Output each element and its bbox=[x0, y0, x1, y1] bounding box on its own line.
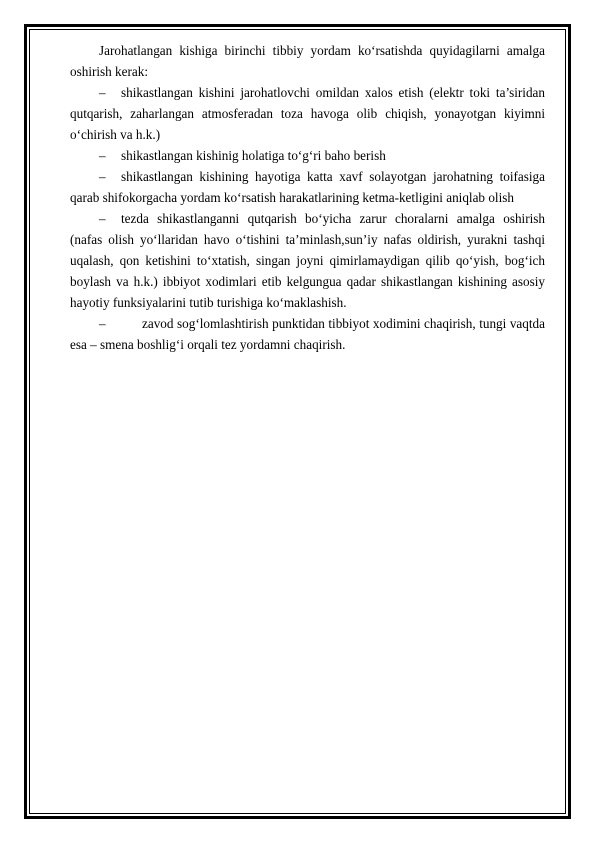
intro-paragraph: Jarohatlangan kishiga birinchi tibbiy yordam ko‘rsatishda quyidagilarni amalga oshirish kerak: bbox=[70, 43, 545, 79]
document-body bbox=[70, 40, 545, 355]
dash-marker: – bbox=[99, 85, 106, 100]
list-item bbox=[70, 166, 545, 208]
dash-marker: – bbox=[99, 148, 106, 163]
dash-marker: – bbox=[99, 211, 106, 226]
dash-marker: – bbox=[99, 169, 106, 184]
list-item-text: shikastlangan kishini jarohatlovchi omildan xalos etish (elektr toki ta’siridan qutqarish, zaharlangan atmosferadan toza havoga olib chiqish, yonayotgan kiyimni o‘chirish va h.k.) bbox=[70, 85, 545, 142]
list-item bbox=[70, 145, 545, 166]
dash-marker: – bbox=[99, 316, 106, 331]
list-item bbox=[70, 82, 545, 145]
list-item-text: shikastlangan kishining hayotiga katta xavf solayotgan jarohatning toifasiga qarab shifokorgacha yordam ko‘rsatish harakatlarining ketma-ketligini aniqlab olish bbox=[70, 169, 545, 205]
list-item bbox=[70, 208, 545, 313]
list-item-text: zavod sog‘lomlashtirish punktidan tibbiyot xodimini chaqirish, tungi vaqtda esa – smena boshlig‘i orqali tez yordamni chaqirish. bbox=[70, 316, 545, 352]
list-item bbox=[70, 313, 545, 355]
list-item-text: shikastlangan kishinig holatiga to‘g‘ri baho berish bbox=[121, 148, 386, 163]
list-item-text: tezda shikastlanganni qutqarish bo‘yicha zarur choralarni amalga oshirish (nafas olish yo‘llaridan havo o‘tishini ta’minlash,sun’iy nafas oldirish, yurakni tashqi uqalash, qon ketishini to‘xtatish, singan joyni qimirlamaydigan qilib qo‘yish, bog‘ich boylash va h.k.) ibbiyot xodimlari etib kelgungua qadar shikastlangan kishining asosiy hayotiy funksiyalarini tutib turishiga ko‘maklashish. bbox=[70, 211, 545, 310]
